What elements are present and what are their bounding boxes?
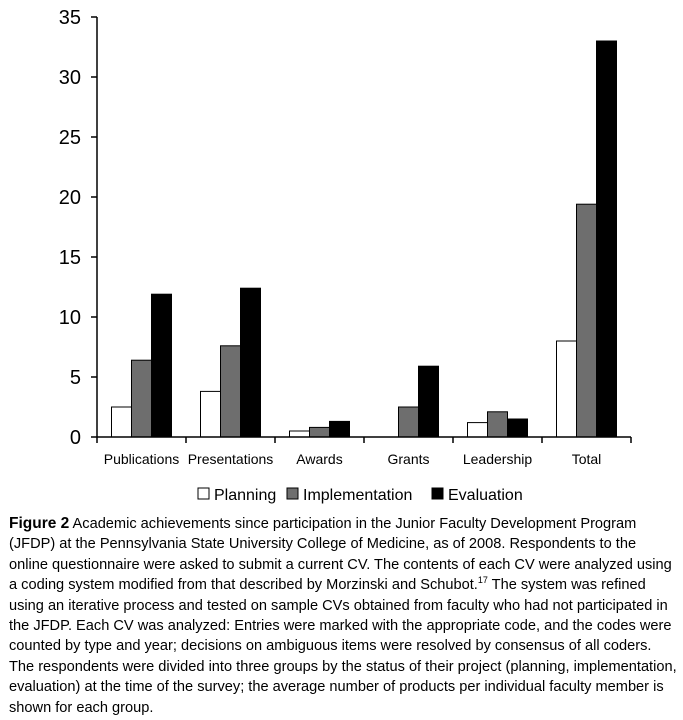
y-axis: [59, 7, 97, 449]
bars: [112, 41, 617, 437]
legend-swatch-implementation: [287, 488, 298, 499]
bar-evaluation-publications: [152, 294, 172, 437]
y-tick-label: 35: [58, 7, 81, 29]
legend-label-evaluation: Evaluation: [448, 487, 523, 504]
bar-planning-publications: [112, 407, 132, 437]
legend-label-planning: Planning: [214, 487, 277, 504]
y-tick-label: 25: [58, 127, 81, 149]
bar-implementation-presentations: [221, 346, 241, 437]
y-tick-label: 5: [69, 367, 81, 389]
y-tick-label: 30: [58, 67, 81, 89]
bar-implementation-awards: [310, 427, 330, 437]
bar-implementation-leadership: [488, 412, 508, 437]
bar-evaluation-presentations: [241, 288, 261, 437]
x-category-label: Publications: [103, 451, 180, 467]
y-tick-label: 20: [58, 187, 81, 209]
figure-label: Figure 2: [9, 515, 70, 532]
legend: [198, 487, 523, 504]
x-category-label: Presentations: [187, 451, 274, 467]
figure-caption: [9, 514, 677, 718]
legend-swatch-evaluation: [432, 488, 443, 499]
bar-evaluation-leadership: [508, 419, 528, 437]
x-category-label: Grants: [387, 451, 430, 467]
bar-implementation-grants: [399, 407, 419, 437]
caption-text-continued: The system was refined using an iterative process and tested on sample CVs obtained from faculty who had not participated in the JFDP. Each CV was analyzed: Entries were marked with the appropriate code, and the codes were counted by type and year; decisions on ambiguous items were resolved by consensus of all coders. The respondents were divided into three groups by the status of their project (planning, implementation, evaluation) at the time of the survey; the average number of products per individual faculty member is shown for each group.: [9, 577, 677, 716]
x-category-label: Awards: [296, 451, 343, 467]
y-tick-label: 10: [58, 307, 81, 329]
legend-swatch-planning: [198, 488, 209, 499]
bar-implementation-total: [577, 204, 597, 437]
bar-evaluation-awards: [330, 421, 350, 437]
x-category-label: Leadership: [462, 451, 533, 467]
y-tick-label: 0: [69, 427, 81, 449]
x-category-label: Total: [571, 451, 602, 467]
bar-evaluation-grants: [419, 366, 439, 437]
bar-planning-leadership: [468, 423, 488, 437]
bar-planning-awards: [290, 431, 310, 437]
y-tick-label: 15: [58, 247, 81, 269]
bar-planning-total: [557, 341, 577, 437]
bar-evaluation-total: [597, 41, 617, 437]
bar-planning-presentations: [201, 391, 221, 437]
x-axis: [97, 437, 631, 467]
legend-label-implementation: Implementation: [303, 487, 413, 504]
caption-reference: 17: [477, 575, 488, 586]
bar-implementation-publications: [132, 360, 152, 437]
caption-text: Academic achievements since participation in the Junior Faculty Development Program (JFDP) at the Pennsylvania State University College of Medicine, as of 2008. Respondents to the online questionnaire were asked to submit a current CV. The contents of each CV were analyzed using a coding system modified from that described by Morzinski and Schubot.: [9, 516, 672, 594]
